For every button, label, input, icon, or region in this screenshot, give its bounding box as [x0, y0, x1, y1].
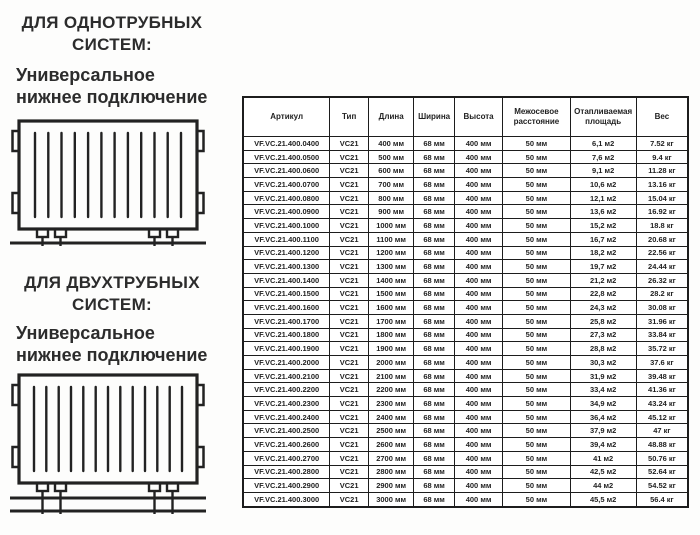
cell-value: 68 мм	[414, 301, 454, 315]
cell-value: 2300 мм	[368, 397, 413, 411]
cell-article: VF.VC.21.400.1600	[243, 301, 330, 315]
cell-value: 50 мм	[503, 191, 570, 205]
cell-value: 50 мм	[503, 342, 570, 356]
cell-value: VC21	[330, 451, 369, 465]
cell-value: 900 мм	[368, 205, 413, 219]
cell-value: 37.6 кг	[636, 356, 688, 370]
cell-value: 68 мм	[414, 205, 454, 219]
cell-article: VF.VC.21.400.1300	[243, 260, 330, 274]
cell-value: 41.36 кг	[636, 383, 688, 397]
cell-value: 50 мм	[503, 150, 570, 164]
cell-value: 50 мм	[503, 383, 570, 397]
column-header: Артикул	[243, 97, 330, 137]
table-row	[243, 246, 688, 260]
cell-value: VC21	[330, 356, 369, 370]
cell-value: 1100 мм	[368, 232, 413, 246]
table-row	[243, 410, 688, 424]
cell-value: VC21	[330, 260, 369, 274]
single-pipe-subheading-line2: нижнее подключение	[16, 87, 208, 107]
cell-article: VF.VC.21.400.2700	[243, 451, 330, 465]
cell-value: 400 мм	[454, 492, 503, 506]
cell-value: 44 м2	[570, 479, 636, 493]
cell-value: 400 мм	[454, 137, 503, 151]
cell-article: VF.VC.21.400.0700	[243, 178, 330, 192]
cell-value: 68 мм	[414, 424, 454, 438]
cell-article: VF.VC.21.400.2800	[243, 465, 330, 479]
table-row	[243, 260, 688, 274]
cell-value: VC21	[330, 314, 369, 328]
cell-value: 50 мм	[503, 328, 570, 342]
column-header: Ширина	[414, 97, 454, 137]
table-row	[243, 342, 688, 356]
cell-value: 68 мм	[414, 246, 454, 260]
cell-value: 400 мм	[454, 260, 503, 274]
single-pipe-subheading	[16, 64, 212, 108]
cell-value: VC21	[330, 397, 369, 411]
cell-value: 50 мм	[503, 246, 570, 260]
cell-value: 50 мм	[503, 301, 570, 315]
cell-value: 50 мм	[503, 465, 570, 479]
column-header: Длина	[368, 97, 413, 137]
two-pipe-subheading-line2: нижнее подключение	[16, 345, 208, 365]
table-row	[243, 219, 688, 233]
cell-value: 50 мм	[503, 273, 570, 287]
cell-value: 400 мм	[454, 328, 503, 342]
cell-value: 42,5 м2	[570, 465, 636, 479]
cell-value: 68 мм	[414, 232, 454, 246]
cell-article: VF.VC.21.400.1800	[243, 328, 330, 342]
cell-value: 400 мм	[454, 205, 503, 219]
cell-value: VC21	[330, 465, 369, 479]
two-pipe-heading-line1: ДЛЯ ДВУХТРУБНЫХ	[24, 273, 200, 292]
cell-value: 68 мм	[414, 410, 454, 424]
cell-value: VC21	[330, 232, 369, 246]
two-pipe-subheading-line1: Универсальное	[16, 323, 155, 343]
table-row	[243, 164, 688, 178]
cell-value: 30,3 м2	[570, 356, 636, 370]
cell-value: VC21	[330, 205, 369, 219]
cell-value: 68 мм	[414, 492, 454, 506]
cell-value: 25,8 м2	[570, 314, 636, 328]
cell-value: 400 мм	[454, 287, 503, 301]
cell-value: 400 мм	[454, 178, 503, 192]
cell-value: 68 мм	[414, 479, 454, 493]
cell-value: 68 мм	[414, 150, 454, 164]
cell-value: 39.48 кг	[636, 369, 688, 383]
cell-article: VF.VC.21.400.2000	[243, 356, 330, 370]
table-row	[243, 328, 688, 342]
cell-value: VC21	[330, 492, 369, 506]
cell-value: 68 мм	[414, 273, 454, 287]
cell-value: VC21	[330, 383, 369, 397]
cell-value: VC21	[330, 287, 369, 301]
cell-value: 400 мм	[454, 397, 503, 411]
cell-value: 68 мм	[414, 314, 454, 328]
cell-value: 50 мм	[503, 137, 570, 151]
cell-value: VC21	[330, 178, 369, 192]
cell-value: 1400 мм	[368, 273, 413, 287]
cell-article: VF.VC.21.400.0400	[243, 137, 330, 151]
cell-value: 2800 мм	[368, 465, 413, 479]
cell-value: VC21	[330, 424, 369, 438]
cell-value: 68 мм	[414, 191, 454, 205]
cell-article: VF.VC.21.400.2600	[243, 438, 330, 452]
cell-article: VF.VC.21.400.2900	[243, 479, 330, 493]
cell-value: 68 мм	[414, 451, 454, 465]
cell-value: 400 мм	[454, 438, 503, 452]
cell-value: 50 мм	[503, 451, 570, 465]
cell-value: 27,3 м2	[570, 328, 636, 342]
cell-value: VC21	[330, 410, 369, 424]
cell-value: 41 м2	[570, 451, 636, 465]
table-row	[243, 150, 688, 164]
table-row	[243, 191, 688, 205]
cell-value: VC21	[330, 150, 369, 164]
cell-value: 15.04 кг	[636, 191, 688, 205]
two-pipe-heading-line2: СИСТЕМ:	[72, 295, 152, 314]
cell-value: 1300 мм	[368, 260, 413, 274]
cell-value: 68 мм	[414, 287, 454, 301]
cell-value: 20.68 кг	[636, 232, 688, 246]
cell-article: VF.VC.21.400.2500	[243, 424, 330, 438]
cell-value: 400 мм	[454, 451, 503, 465]
cell-value: 400 мм	[454, 342, 503, 356]
cell-article: VF.VC.21.400.1500	[243, 287, 330, 301]
cell-value: 2200 мм	[368, 383, 413, 397]
cell-value: 15,2 м2	[570, 219, 636, 233]
cell-value: 400 мм	[454, 232, 503, 246]
cell-value: 1900 мм	[368, 342, 413, 356]
cell-value: VC21	[330, 479, 369, 493]
cell-value: 56.4 кг	[636, 492, 688, 506]
cell-value: 400 мм	[454, 479, 503, 493]
cell-value: 400 мм	[368, 137, 413, 151]
cell-value: VC21	[330, 219, 369, 233]
cell-value: 400 мм	[454, 191, 503, 205]
table-row	[243, 383, 688, 397]
single-pipe-heading-line1: ДЛЯ ОДНОТРУБНЫХ	[21, 13, 203, 32]
radiator-two-pipe-diagram	[10, 370, 206, 520]
table-row	[243, 397, 688, 411]
cell-value: 800 мм	[368, 191, 413, 205]
cell-value: 68 мм	[414, 465, 454, 479]
cell-value: 50 мм	[503, 479, 570, 493]
cell-value: 45.12 кг	[636, 410, 688, 424]
cell-value: 2100 мм	[368, 369, 413, 383]
cell-value: 400 мм	[454, 164, 503, 178]
cell-value: 22.56 кг	[636, 246, 688, 260]
cell-value: 400 мм	[454, 383, 503, 397]
cell-value: 31,9 м2	[570, 369, 636, 383]
cell-value: 68 мм	[414, 438, 454, 452]
cell-value: 24.44 кг	[636, 260, 688, 274]
cell-value: 26.32 кг	[636, 273, 688, 287]
cell-value: VC21	[330, 301, 369, 315]
table-row	[243, 178, 688, 192]
cell-value: 39,4 м2	[570, 438, 636, 452]
cell-value: 400 мм	[454, 369, 503, 383]
cell-value: 24,3 м2	[570, 301, 636, 315]
cell-value: 45,5 м2	[570, 492, 636, 506]
cell-value: 50 мм	[503, 410, 570, 424]
table-row	[243, 287, 688, 301]
cell-value: 7,6 м2	[570, 150, 636, 164]
cell-value: 6,1 м2	[570, 137, 636, 151]
cell-value: 68 мм	[414, 178, 454, 192]
column-header: Отапливаемая площадь	[570, 97, 636, 137]
cell-value: 36,4 м2	[570, 410, 636, 424]
cell-value: 28,8 м2	[570, 342, 636, 356]
cell-value: 37,9 м2	[570, 424, 636, 438]
cell-value: 7.52 кг	[636, 137, 688, 151]
cell-value: 68 мм	[414, 356, 454, 370]
cell-value: 19,7 м2	[570, 260, 636, 274]
cell-value: 400 мм	[454, 273, 503, 287]
cell-value: 68 мм	[414, 397, 454, 411]
cell-value: 33,4 м2	[570, 383, 636, 397]
cell-value: 35.72 кг	[636, 342, 688, 356]
cell-article: VF.VC.21.400.0600	[243, 164, 330, 178]
cell-value: 2900 мм	[368, 479, 413, 493]
cell-article: VF.VC.21.400.1200	[243, 246, 330, 260]
cell-value: 18.8 кг	[636, 219, 688, 233]
cell-value: 28.2 кг	[636, 287, 688, 301]
cell-value: 50 мм	[503, 438, 570, 452]
cell-value: 3000 мм	[368, 492, 413, 506]
cell-value: 1800 мм	[368, 328, 413, 342]
cell-value: 50 мм	[503, 232, 570, 246]
cell-value: VC21	[330, 342, 369, 356]
cell-value: 50.76 кг	[636, 451, 688, 465]
cell-value: 43.24 кг	[636, 397, 688, 411]
table-row	[243, 356, 688, 370]
cell-value: 50 мм	[503, 424, 570, 438]
cell-value: VC21	[330, 246, 369, 260]
two-pipe-subheading	[16, 322, 212, 366]
spec-table	[242, 96, 689, 508]
cell-article: VF.VC.21.400.0800	[243, 191, 330, 205]
cell-value: 13.16 кг	[636, 178, 688, 192]
cell-value: 2400 мм	[368, 410, 413, 424]
cell-article: VF.VC.21.400.1900	[243, 342, 330, 356]
cell-value: 400 мм	[454, 424, 503, 438]
cell-value: 2700 мм	[368, 451, 413, 465]
cell-value: 9.4 кг	[636, 150, 688, 164]
single-pipe-heading-line2: СИСТЕМ:	[72, 35, 152, 54]
cell-article: VF.VC.21.400.1000	[243, 219, 330, 233]
column-header: Вес	[636, 97, 688, 137]
cell-value: 400 мм	[454, 219, 503, 233]
cell-article: VF.VC.21.400.1100	[243, 232, 330, 246]
cell-value: 2500 мм	[368, 424, 413, 438]
column-header: Высота	[454, 97, 503, 137]
cell-value: 50 мм	[503, 369, 570, 383]
cell-article: VF.VC.21.400.2300	[243, 397, 330, 411]
cell-value: 2000 мм	[368, 356, 413, 370]
cell-value: 1600 мм	[368, 301, 413, 315]
cell-value: 48.88 кг	[636, 438, 688, 452]
table-row	[243, 465, 688, 479]
cell-value: 9,1 м2	[570, 164, 636, 178]
cell-value: 22,8 м2	[570, 287, 636, 301]
table-row	[243, 273, 688, 287]
cell-value: 68 мм	[414, 369, 454, 383]
table-row	[243, 451, 688, 465]
cell-value: 50 мм	[503, 260, 570, 274]
cell-value: 12,1 м2	[570, 191, 636, 205]
cell-value: 68 мм	[414, 342, 454, 356]
cell-article: VF.VC.21.400.3000	[243, 492, 330, 506]
cell-value: VC21	[330, 191, 369, 205]
cell-value: VC21	[330, 164, 369, 178]
radiator-single-pipe-diagram	[10, 116, 206, 250]
cell-value: 68 мм	[414, 260, 454, 274]
cell-value: 600 мм	[368, 164, 413, 178]
cell-value: 50 мм	[503, 178, 570, 192]
single-pipe-heading	[6, 12, 218, 56]
cell-value: 50 мм	[503, 314, 570, 328]
cell-value: 30.08 кг	[636, 301, 688, 315]
cell-article: VF.VC.21.400.2100	[243, 369, 330, 383]
cell-value: 21,2 м2	[570, 273, 636, 287]
cell-value: 11.28 кг	[636, 164, 688, 178]
cell-value: 16,7 м2	[570, 232, 636, 246]
cell-value: 68 мм	[414, 219, 454, 233]
cell-value: 400 мм	[454, 410, 503, 424]
cell-value: 18,2 м2	[570, 246, 636, 260]
cell-value: 33.84 кг	[636, 328, 688, 342]
cell-article: VF.VC.21.400.1700	[243, 314, 330, 328]
cell-value: 1000 мм	[368, 219, 413, 233]
table-row	[243, 205, 688, 219]
cell-value: 50 мм	[503, 492, 570, 506]
cell-value: 68 мм	[414, 383, 454, 397]
table-row	[243, 301, 688, 315]
column-header: Тип	[330, 97, 369, 137]
cell-value: 68 мм	[414, 164, 454, 178]
cell-value: VC21	[330, 438, 369, 452]
cell-value: 68 мм	[414, 137, 454, 151]
cell-value: 50 мм	[503, 205, 570, 219]
cell-value: 500 мм	[368, 150, 413, 164]
table-row	[243, 232, 688, 246]
cell-value: 13,6 м2	[570, 205, 636, 219]
cell-article: VF.VC.21.400.0900	[243, 205, 330, 219]
cell-value: VC21	[330, 328, 369, 342]
table-row	[243, 479, 688, 493]
cell-value: VC21	[330, 273, 369, 287]
cell-value: 400 мм	[454, 301, 503, 315]
cell-value: 50 мм	[503, 219, 570, 233]
cell-value: 50 мм	[503, 356, 570, 370]
cell-value: 1500 мм	[368, 287, 413, 301]
cell-value: 1200 мм	[368, 246, 413, 260]
cell-value: VC21	[330, 369, 369, 383]
table-row	[243, 137, 688, 151]
cell-value: 34,9 м2	[570, 397, 636, 411]
spec-table-header-row	[243, 97, 688, 137]
table-row	[243, 369, 688, 383]
table-row	[243, 438, 688, 452]
single-pipe-subheading-line1: Универсальное	[16, 65, 155, 85]
cell-value: 400 мм	[454, 246, 503, 260]
cell-value: 400 мм	[454, 150, 503, 164]
cell-article: VF.VC.21.400.0500	[243, 150, 330, 164]
cell-value: 400 мм	[454, 314, 503, 328]
cell-value: 68 мм	[414, 328, 454, 342]
cell-value: 50 мм	[503, 287, 570, 301]
cell-value: 54.52 кг	[636, 479, 688, 493]
cell-value: 50 мм	[503, 397, 570, 411]
cell-value: 10,6 м2	[570, 178, 636, 192]
cell-value: 2600 мм	[368, 438, 413, 452]
table-row	[243, 314, 688, 328]
column-header: Межосевое расстояние	[503, 97, 570, 137]
cell-value: 700 мм	[368, 178, 413, 192]
cell-value: 1700 мм	[368, 314, 413, 328]
cell-value: VC21	[330, 137, 369, 151]
cell-value: 31.96 кг	[636, 314, 688, 328]
cell-value: 400 мм	[454, 356, 503, 370]
cell-value: 400 мм	[454, 465, 503, 479]
cell-article: VF.VC.21.400.2200	[243, 383, 330, 397]
table-row	[243, 492, 688, 506]
cell-value: 50 мм	[503, 164, 570, 178]
table-row	[243, 424, 688, 438]
cell-value: 16.92 кг	[636, 205, 688, 219]
cell-article: VF.VC.21.400.1400	[243, 273, 330, 287]
cell-value: 47 кг	[636, 424, 688, 438]
cell-article: VF.VC.21.400.2400	[243, 410, 330, 424]
two-pipe-heading	[6, 272, 218, 316]
left-panel	[0, 0, 236, 535]
cell-value: 52.64 кг	[636, 465, 688, 479]
